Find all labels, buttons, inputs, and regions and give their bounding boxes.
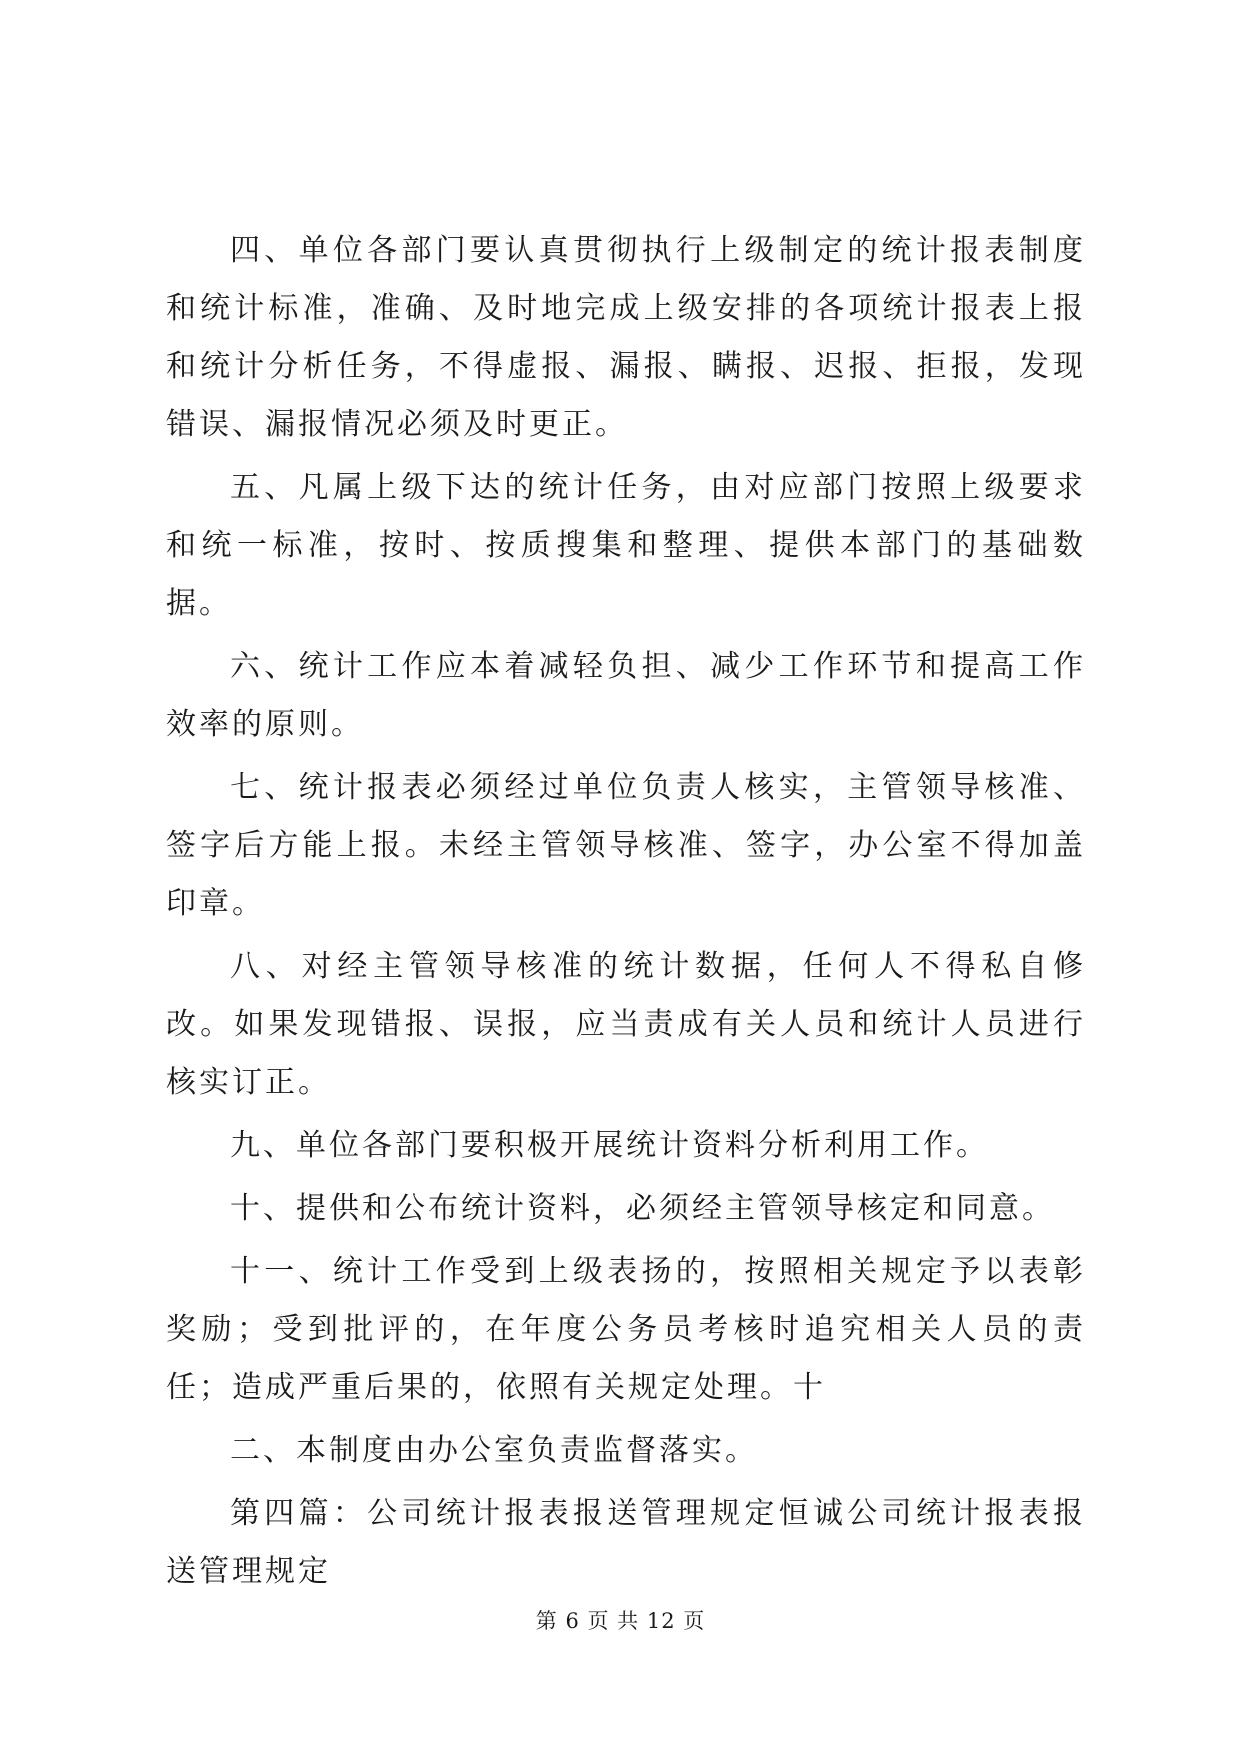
paragraph-item-11: 十一、统计工作受到上级表扬的，按照相关规定予以表彰奖励；受到批评的，在年度公务员考核时追究相关人员的责任；造成严重后果的，依照有关规定处理。十 (166, 1254, 1086, 1405)
section-heading-part-4: 第四篇：公司统计报表报送管理规定恒诚公司统计报表报送管理规定 (166, 1496, 1086, 1589)
page-number-footer: 第 6 页 共 12 页 (535, 1609, 706, 1633)
document-body (166, 222, 1086, 1606)
paragraph-item-8: 八、对经主管领导核准的统计数据，任何人不得私自修改。如果发现错报、误报，应当责成有关人员和统计人员进行核实订正。 (166, 949, 1086, 1100)
paragraph-item-9: 九、单位各部门要积极开展统计资料分析利用工作。 (230, 1128, 989, 1163)
paragraph-item-12: 二、本制度由办公室负责监督落实。 (230, 1433, 758, 1468)
paragraph-item-6: 六、统计工作应本着减轻负担、减少工作环节和提高工作效率的原则。 (166, 649, 1086, 742)
paragraph-item-7: 七、统计报表必须经过单位负责人核实，主管领导核准、签字后方能上报。未经主管领导核准、签字，办公室不得加盖印章。 (166, 770, 1086, 921)
paragraph-item-10: 十、提供和公布统计资料，必须经主管领导核定和同意。 (230, 1191, 1055, 1226)
paragraph-item-4: 四、单位各部门要认真贯彻执行上级制定的统计报表制度和统计标准，准确、及时地完成上级安排的各项统计报表上报和统计分析任务，不得虚报、漏报、瞒报、迟报、拒报，发现错误、漏报情况必须及时更正。 (166, 233, 1086, 442)
paragraph-item-5: 五、凡属上级下达的统计任务，由对应部门按照上级要求和统一标准，按时、按质搜集和整理、提供本部门的基础数据。 (166, 470, 1086, 621)
